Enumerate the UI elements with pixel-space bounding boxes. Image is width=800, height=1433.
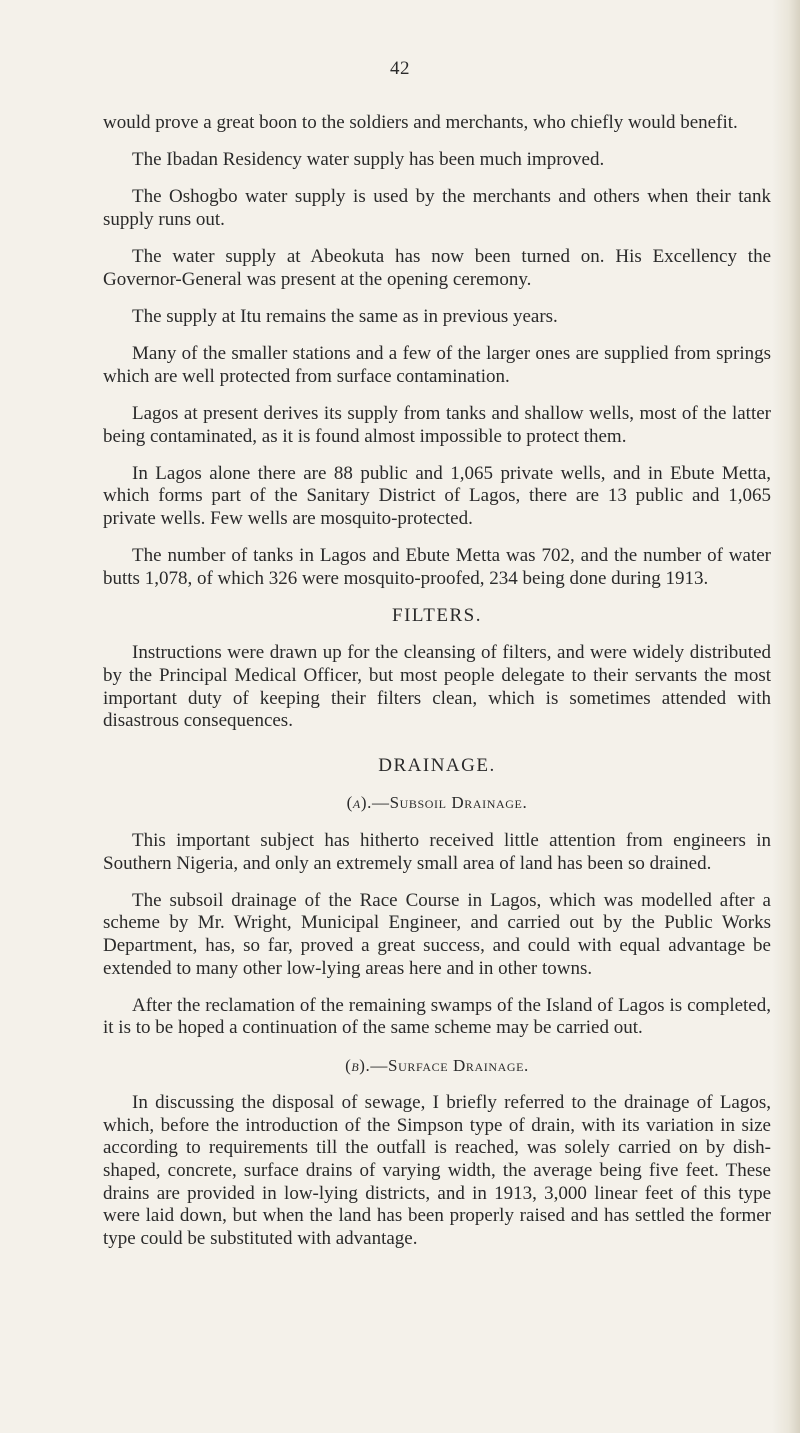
section-heading: FILTERS. [392,604,482,626]
paragraph: This important subject has hitherto received little attention from engineers in Southern Nigeria, and only an extremely small area of land has been so drained. [103,830,771,874]
paragraph: The subsoil drainage of the Race Course in Lagos, which was modelled after a scheme by Mr. Wright, Municipal Engineer, and carried out by the Public Works Department, has, so far, proved a great success, and could with equal advantage be extended to many other low-lying areas here and in other towns. [103,889,771,979]
subsection-title: Surface Drainage. [388,1055,529,1075]
paragraph: Lagos at present derives its supply from tanks and shallow wells, most of the latter being contaminated, as it is found almost impossible to protect them. [103,402,771,447]
page-number: 42 [390,58,410,79]
subsection-heading: (b).—Surface Drainage. [345,1055,529,1075]
subsection-heading: (a).—Subsoil Drainage. [346,793,528,813]
paragraph: Many of the smaller stations and a few of the larger ones are supplied from springs which are well protected from surface contamination. [103,343,771,387]
paragraph: The number of tanks in Lagos and Ebute Metta was 702, and the number of water butts 1,078, of which 326 were mosquito-proofed, 234 being done during 1913. [103,545,771,589]
paragraph: would prove a great boon to the soldiers and merchants, who chiefly would benefit. [103,112,738,133]
subsection-title: Subsoil Drainage. [389,793,528,813]
subsection-letter: b [351,1055,360,1075]
paragraph: The Ibadan Residency water supply has been much improved. [132,149,605,171]
paragraph: The water supply at Abeokuta has now been turned on. His Excellency the Governor-General was present at the opening ceremony. [103,246,771,290]
paragraph: After the reclamation of the remaining swamps of the Island of Lagos is completed, it is to be hoped a continuation of the same scheme may be carried out. [103,994,771,1039]
paragraph: In Lagos alone there are 88 public and 1,065 private wells, and in Ebute Metta, which forms part of the Sanitary District of Lagos, there are 13 public and 1,065 private wells. Few wells are mosquito-protected. [103,462,771,529]
paragraph: The Oshogbo water supply is used by the merchants and others when their tank supply runs out. [103,186,771,230]
subsection-letter: a [352,793,361,813]
page-edge-shadow [772,0,800,1433]
document-body [103,112,771,1265]
paragraph: Instructions were drawn up for the cleansing of filters, and were widely distributed by the Principal Medical Officer, but most people delegate to their servants the most important duty of keeping their filters clean, which is sometimes attended with disastrous consequences. [103,642,771,732]
section-heading: DRAINAGE. [378,754,496,776]
paragraph: The supply at Itu remains the same as in previous years. [132,305,558,327]
paragraph: In discussing the disposal of sewage, I briefly referred to the drainage of Lagos, which, before the introduction of the Simpson type of drain, with its variation in size according to requirements till the outfall is reached, was solely carried on by dish-shaped, concrete, surface drains of varying width, the average being five feet. These drains are provided in low-lying districts, and in 1913, 3,000 linear feet of this type were laid down, but when the land has been properly raised and has settled the former type could be substituted with advantage. [103,1092,771,1249]
